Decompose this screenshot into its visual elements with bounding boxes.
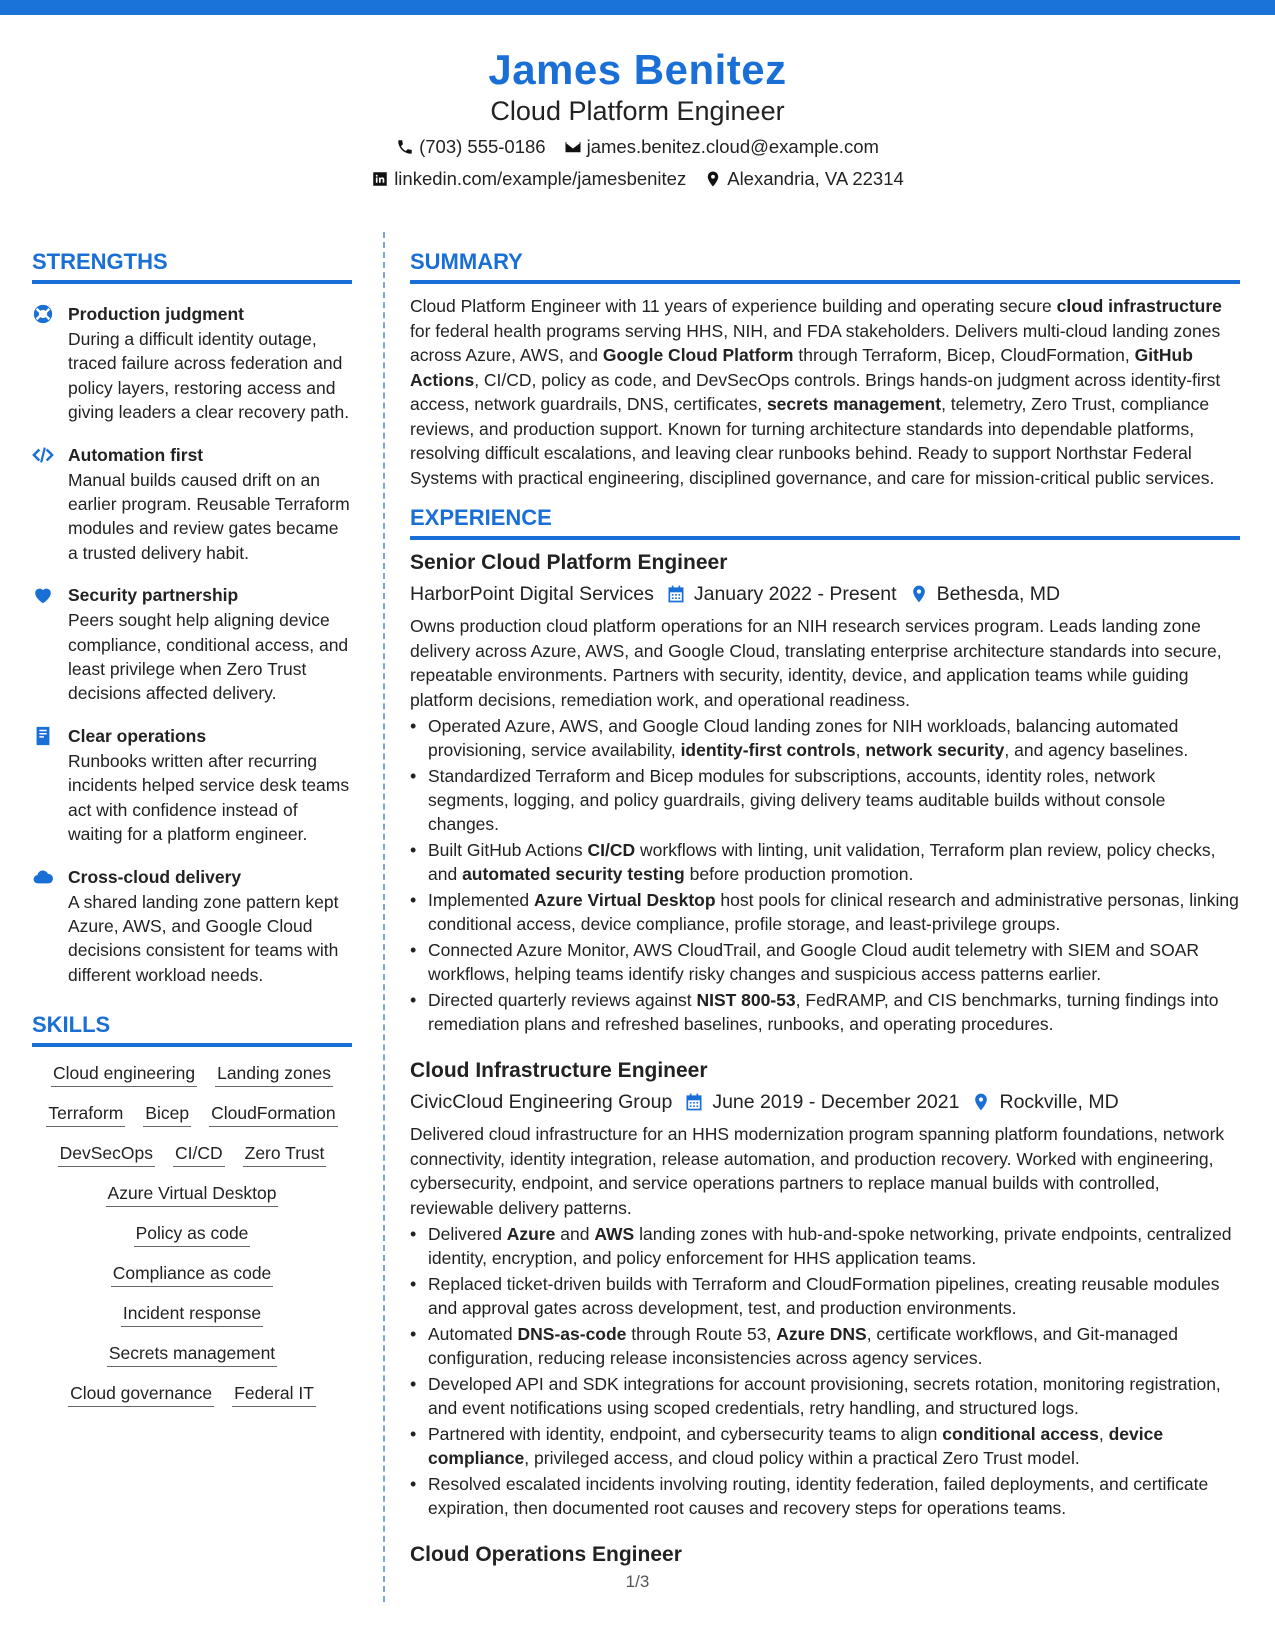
- text-run: before production promotion.: [684, 864, 914, 884]
- bullet-item: [410, 1422, 1240, 1470]
- text-run: Delivered: [428, 1224, 507, 1244]
- text-run: landing zones with hub-and-spoke networking, private endpoints, centralized identity, encryption, and policy enforcement for HHS application teams.: [428, 1224, 1232, 1268]
- map-pin-icon: [971, 1092, 991, 1112]
- strength-desc: Manual builds caused drift on an earlier program. Reusable Terraform modules and review gates became a trusted delivery habit.: [68, 469, 350, 563]
- skill-tag: Azure Virtual Desktop: [106, 1180, 279, 1207]
- job-dates: [666, 580, 897, 608]
- bold-keyword: Azure: [506, 1224, 556, 1244]
- strength-desc: A shared landing zone pattern kept Azure, AWS, and Google Cloud decisions consistent for teams with different workload needs.: [68, 891, 339, 985]
- bold-keyword: cloud infrastructure: [1056, 296, 1222, 316]
- email-address: james.benitez.cloud@example.com: [586, 136, 879, 157]
- job-title: Cloud Operations Engineer: [410, 1543, 682, 1566]
- skill-row: [32, 1220, 352, 1247]
- text-run: , telemetry, Zero Trust, compliance reviews, and production support. Known for turning architecture standards into dependable platforms, resolving difficult escalations, and leaving clear runbooks behind. Ready to support Northstar Federal Systems with practical engineering, disciplined governance, and care for mission-critical public services.: [410, 394, 1215, 488]
- envelope-icon: [564, 138, 582, 156]
- bold-keyword: Azure Virtual Desktop: [534, 890, 716, 910]
- column-divider: [383, 232, 385, 1602]
- calendar-icon: [666, 584, 686, 604]
- skill-tag: Federal IT: [232, 1380, 316, 1407]
- text-run: Standardized Terraform and Bicep modules for subscriptions, accounts, identity roles, network segments, logging, and policy guardrails, giving delivery teams auditable builds without console changes.: [428, 766, 1166, 834]
- right-column: [410, 248, 1240, 1570]
- skill-tag: Compliance as code: [111, 1260, 274, 1287]
- company-name: HarborPoint Digital Services: [410, 583, 654, 605]
- bold-keyword: NIST 800-53: [696, 990, 796, 1010]
- strength-item: [32, 443, 352, 566]
- bold-keyword: network security: [865, 740, 1005, 760]
- text-run: Developed API and SDK integrations for account provisioning, secrets rotation, monitoring registration, and event notifications using scoped credentials, retry handling, and structured logs.: [428, 1374, 1221, 1418]
- code-icon: [32, 444, 54, 466]
- summary-text: [410, 294, 1240, 490]
- candidate-name: James Benitez: [488, 46, 787, 93]
- job-dates-text: June 2019 - December 2021: [712, 1091, 960, 1113]
- skill-tag: Bicep: [143, 1100, 191, 1127]
- strength-title: Automation first: [68, 444, 204, 465]
- map-pin-icon: [909, 584, 929, 604]
- summary-heading: SUMMARY: [410, 248, 1240, 284]
- skill-row: [32, 1060, 352, 1087]
- bold-keyword: Google Cloud Platform: [602, 345, 794, 365]
- job-location: [971, 1088, 1118, 1116]
- bold-keyword: device compliance: [428, 1424, 1164, 1468]
- text-run: and: [555, 1224, 595, 1244]
- strength-desc: Runbooks written after recurring incidents helped service desk teams act with confidence instead of waiting for a platform engineer.: [68, 750, 350, 845]
- skills-list: [32, 1060, 352, 1407]
- company-name: CivicCloud Engineering Group: [410, 1091, 673, 1113]
- bullet-item: [410, 714, 1240, 762]
- text-run: Built GitHub Actions: [428, 840, 588, 860]
- text-run: Implemented: [428, 890, 535, 910]
- text-run: Partnered with identity, endpoint, and cybersecurity teams to align: [428, 1424, 943, 1444]
- skill-tag: Terraform: [46, 1100, 125, 1127]
- bullet-item: [410, 1272, 1240, 1320]
- skill-row: [32, 1180, 352, 1207]
- text-run: , CI/CD, policy as code, and DevSecOps controls. Brings hands-on judgment across identity-first access, network guardrails, DNS, certificates,: [410, 369, 1221, 414]
- skill-tag: Cloud governance: [68, 1380, 214, 1407]
- skill-tag: CI/CD: [173, 1140, 225, 1167]
- linkedin-contact[interactable]: [371, 166, 686, 192]
- location-text: Alexandria, VA 22314: [727, 168, 904, 189]
- strength-title: Production judgment: [68, 304, 244, 324]
- bold-keyword: GitHub Actions: [410, 345, 1193, 390]
- bullet-item: [410, 1222, 1240, 1270]
- skill-tag: Zero Trust: [243, 1140, 327, 1167]
- location-contact: [704, 166, 904, 192]
- email-contact[interactable]: [564, 134, 879, 160]
- strength-title: Security partnership: [68, 585, 239, 606]
- bullet-item: [410, 1372, 1240, 1420]
- text-run: Connected Azure Monitor, AWS CloudTrail, and Google Cloud audit telemetry with SIEM and SOAR workflows, helping teams identify risky changes and suspicious access patterns earlier.: [428, 940, 1200, 984]
- cloud-icon: [32, 866, 54, 888]
- skill-tag: Incident response: [121, 1300, 263, 1327]
- skill-row: [32, 1340, 352, 1367]
- job-location-text: Bethesda, MD: [936, 583, 1061, 605]
- job-dates: [684, 1088, 959, 1116]
- job-entry: [410, 1540, 1240, 1570]
- skill-tag: Landing zones: [215, 1060, 333, 1087]
- skill-tag: Policy as code: [134, 1220, 251, 1247]
- text-run: , certificate workflows, and Git-managed configuration, reducing release inconsistencies across agency services.: [428, 1324, 1178, 1368]
- strength-title: Clear operations: [68, 725, 207, 746]
- bold-keyword: identity-first controls: [680, 740, 856, 760]
- lifebuoy-icon: [32, 303, 54, 325]
- job-description: Delivered cloud infrastructure for an HHS modernization program spanning platform foundations, network connectivity, identity integration, release automation, and production recovery. Worked with engineering, cybersecurity, endpoint, and service operations partners to replace manual builds with controlled, reviewable delivery patterns.: [410, 1124, 1225, 1218]
- skill-tag: DevSecOps: [58, 1140, 155, 1167]
- calendar-icon: [684, 1092, 704, 1112]
- text-run: Operated Azure, AWS, and Google Cloud landing zones for NIH workloads, balancing automated provisioning, service availability,: [428, 716, 1179, 760]
- bold-keyword: AWS: [594, 1224, 635, 1244]
- skill-row: [32, 1140, 352, 1167]
- job-bullets: [410, 1222, 1240, 1520]
- contact-row-2: [0, 166, 1275, 192]
- job-meta: [410, 580, 1240, 608]
- job-meta: [410, 1088, 1240, 1116]
- text-run: ,: [855, 740, 866, 760]
- strength-title: Cross-cloud delivery: [68, 866, 242, 887]
- strength-desc: During a difficult identity outage, traced failure across federation and policy layers, restoring access and giving leaders a clear recovery path.: [68, 329, 350, 423]
- strength-desc: Peers sought help aligning device compliance, conditional access, and least privilege when Zero Trust decisions affected delivery.: [68, 610, 349, 704]
- text-run: for federal health programs serving HHS, NIH, and FDA stakeholders. Delivers multi-cloud landing zones across Azure, AWS, and: [410, 320, 1221, 365]
- skill-row: [32, 1100, 352, 1127]
- linkedin-url: linkedin.com/example/jamesbenitez: [394, 168, 687, 189]
- strength-item: [32, 724, 352, 847]
- skill-row: [32, 1380, 352, 1407]
- bold-keyword: automated security testing: [462, 864, 685, 884]
- phone-number: (703) 555-0186: [419, 136, 546, 157]
- text-run: through Terraform, Bicep, CloudFormation,: [793, 345, 1135, 365]
- text-run: through Route 53,: [626, 1324, 777, 1344]
- job-dates-text: January 2022 - Present: [693, 583, 897, 605]
- bullet-item: [410, 1472, 1240, 1520]
- resume-header: [0, 44, 1275, 192]
- job-entry: [410, 1056, 1240, 1520]
- job-location: [909, 580, 1061, 608]
- strengths-heading: STRENGTHS: [32, 248, 352, 284]
- phone-icon: [396, 138, 414, 156]
- experience-heading: EXPERIENCE: [410, 504, 1240, 540]
- text-run: Cloud Platform Engineer with 11 years of experience building and operating secure: [410, 296, 1057, 316]
- heart-icon: [32, 584, 54, 606]
- bold-keyword: CI/CD: [587, 840, 636, 860]
- bullet-item: [410, 1322, 1240, 1370]
- text-run: ,: [1098, 1424, 1109, 1444]
- text-run: , FedRAMP, and CIS benchmarks, turning findings into remediation plans and refreshed baselines, runbooks, and operating procedures.: [428, 990, 1219, 1034]
- text-run: Automated: [428, 1324, 518, 1344]
- strength-item: [32, 302, 352, 425]
- skill-tag: Secrets management: [107, 1340, 277, 1367]
- page-number: 1/3: [625, 1572, 650, 1591]
- bold-keyword: Azure DNS: [776, 1324, 867, 1344]
- map-pin-icon: [704, 170, 722, 188]
- text-run: workflows with linting, unit validation, Terraform plan review, policy checks, and: [428, 840, 1216, 884]
- bullet-item: [410, 988, 1240, 1036]
- skill-row: [32, 1300, 352, 1327]
- linkedin-icon: [371, 170, 389, 188]
- strength-item: [32, 865, 352, 988]
- skill-row: [32, 1260, 352, 1287]
- job-title: Cloud Infrastructure Engineer: [410, 1059, 708, 1082]
- skill-tag: CloudFormation: [209, 1100, 338, 1127]
- job-location-text: Rockville, MD: [999, 1091, 1119, 1113]
- top-accent-bar: [0, 0, 1275, 15]
- skill-tag: Cloud engineering: [51, 1060, 197, 1087]
- book-icon: [32, 725, 54, 747]
- bold-keyword: conditional access: [942, 1424, 1099, 1444]
- text-run: host pools for clinical research and administrative personas, linking conditional access, device compliance, profile storage, and least-privilege groups.: [428, 890, 1239, 934]
- job-description: Owns production cloud platform operations for an NIH research services program. Leads landing zone delivery across Azure, AWS, and Google Cloud, translating enterprise architecture standards into secure, repeatable environments. Partners with security, identity, device, and application teams while guiding platform decisions, remediation work, and operational readiness.: [410, 616, 1222, 710]
- bullet-item: [410, 764, 1240, 836]
- job-bullets: [410, 714, 1240, 1036]
- left-column: [32, 248, 352, 1407]
- candidate-title: Cloud Platform Engineer: [490, 96, 785, 126]
- bold-keyword: DNS-as-code: [517, 1324, 627, 1344]
- bold-keyword: secrets management: [766, 394, 942, 414]
- text-run: , and agency baselines.: [1004, 740, 1189, 760]
- job-entry: [410, 548, 1240, 1036]
- skills-heading: SKILLS: [32, 1011, 352, 1047]
- strength-item: [32, 583, 352, 706]
- bullet-item: [410, 838, 1240, 886]
- text-run: Replaced ticket-driven builds with Terraform and CloudFormation pipelines, creating reusable modules and approval gates across development, test, and production environments.: [428, 1274, 1220, 1318]
- job-title: Senior Cloud Platform Engineer: [410, 551, 728, 574]
- bullet-item: [410, 938, 1240, 986]
- text-run: Directed quarterly reviews against: [428, 990, 697, 1010]
- text-run: , privileged access, and cloud policy within a practical Zero Trust model.: [524, 1448, 1080, 1468]
- bullet-item: [410, 888, 1240, 936]
- contact-row-1: [0, 134, 1275, 160]
- text-run: Resolved escalated incidents involving routing, identity federation, failed deployments, and certificate expiration, then documented root causes and recovery steps for operations teams.: [428, 1474, 1209, 1518]
- phone-contact[interactable]: [396, 134, 546, 160]
